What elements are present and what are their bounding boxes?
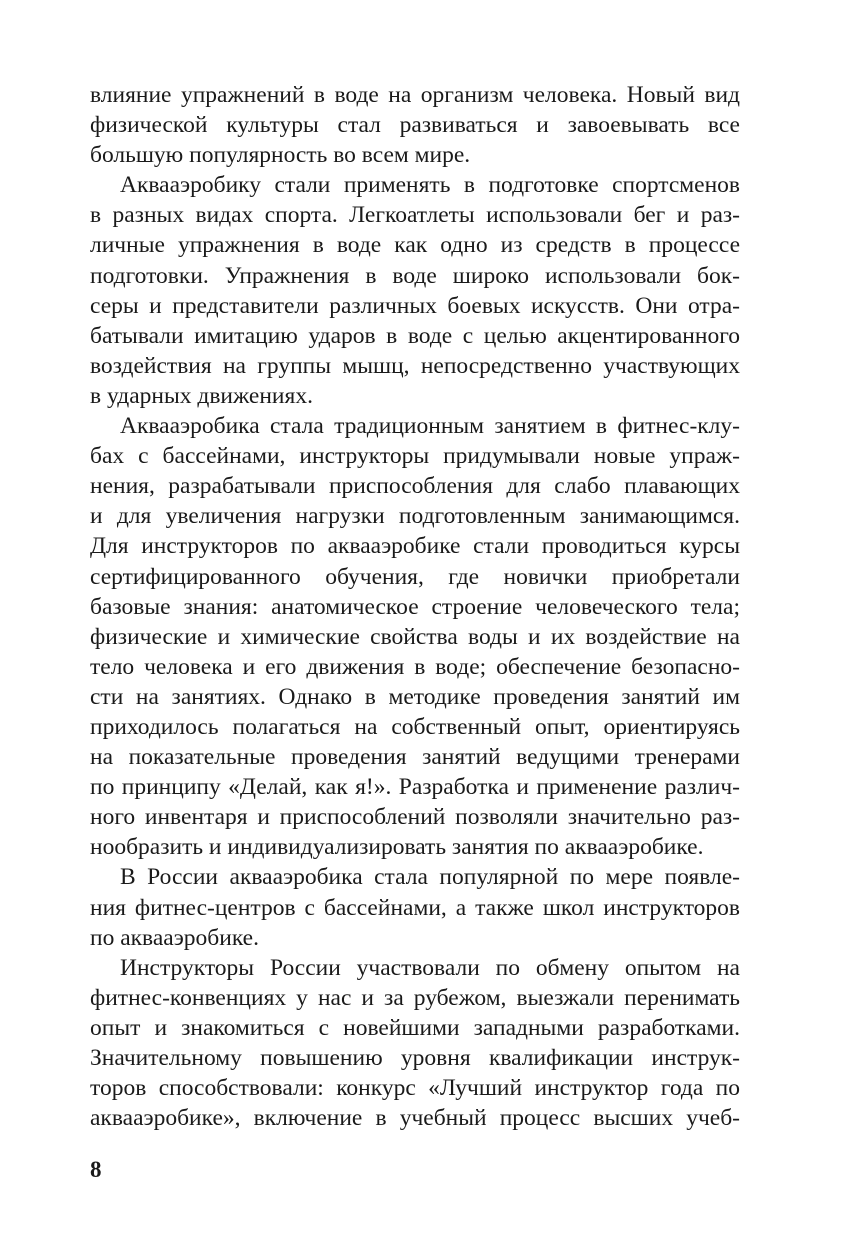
text-line: сертифицированного обучения, где новички приобретали [90,563,740,590]
text-line: в ударных движениях. [90,382,313,409]
text-line: аквааэробике», включение в учебный процесс высших учеб- [90,1105,740,1132]
text-line: ния фитнес-центров с бассейнами, а также школ инструкторов [90,894,740,921]
paragraph [90,862,740,952]
text-line: опыт и знакомиться с новейшими западными разработками. [90,1014,740,1041]
text-line: личные упражнения в воде как одно из средств в процессе [90,232,740,259]
text-line: подготовки. Упражнения в воде широко использовали бок- [90,262,740,289]
text-line: ного инвентаря и приспособлений позволяли значительно раз- [90,804,740,831]
paragraph [90,953,740,1134]
text-line: и для увеличения нагрузки подготовленным занимающимся. [90,503,740,530]
text-line: Инструкторы России участвовали по обмену опытом на [120,954,740,981]
text-line: тело человека и его движения в воде; обеспечение безопасно- [90,653,740,680]
text-line: Значительному повышению уровня квалификации инструк- [90,1045,740,1071]
text-line: торов способствовали: конкурс «Лучший инструктор года по [90,1075,740,1102]
text-line: физические и химические свойства воды и их воздействие на [90,623,740,650]
text-line: большую популярность во всем мире. [90,142,471,169]
text-line: влияние упражнений в воде на организм человека. Новый вид [90,82,740,108]
text-line: В России аквааэробика стала популярной по мере появле- [120,864,740,891]
text-line: Для инструкторов по аквааэробике стали проводиться курсы [90,533,740,560]
text-line: нения, разрабатывали приспособления для слабо плавающих [90,473,740,500]
text-line: базовые знания: анатомическое строение человеческого тела; [90,593,740,620]
text-line: бах с бассейнами, инструкторы придумывали новые упраж- [90,443,740,470]
paragraph [90,80,740,170]
text-line: нообразить и индивидуализировать занятия по аквааэробике. [90,834,704,861]
text-line: серы и представители различных боевых искусств. Они отра- [90,292,740,319]
paragraph [90,411,740,862]
text-line: Аквааэробику стали применять в подготовке спортсменов [120,172,740,199]
text-line: батывали имитацию ударов в воде с целью акцентированного [90,322,740,349]
paragraph [90,170,740,411]
text-line: воздействия на группы мышц, непосредственно участвующих [90,352,740,379]
text-line: по аквааэробике. [90,924,259,951]
text-line: сти на занятиях. Однако в методике проведения занятий им [90,683,740,710]
text-line: в разных видах спорта. Легкоатлеты использовали бег и раз- [90,202,740,229]
text-line: приходилось полагаться на собственный опыт, ориентируясь [90,713,740,740]
text-line: Аквааэробика стала традиционным занятием в фитнес-клу- [120,413,740,440]
page-number: 8 [90,1157,102,1182]
text-line: по принципу «Делай, как я!». Разработка и применение различ- [90,774,740,801]
text-line: фитнес-конвенциях у нас и за рубежом, выезжали перенимать [90,984,740,1011]
page-body [90,80,740,1133]
text-line: на показательные проведения занятий ведущими тренерами [90,744,740,771]
text-line: физической культуры стал развиваться и завоевывать все [90,112,740,139]
